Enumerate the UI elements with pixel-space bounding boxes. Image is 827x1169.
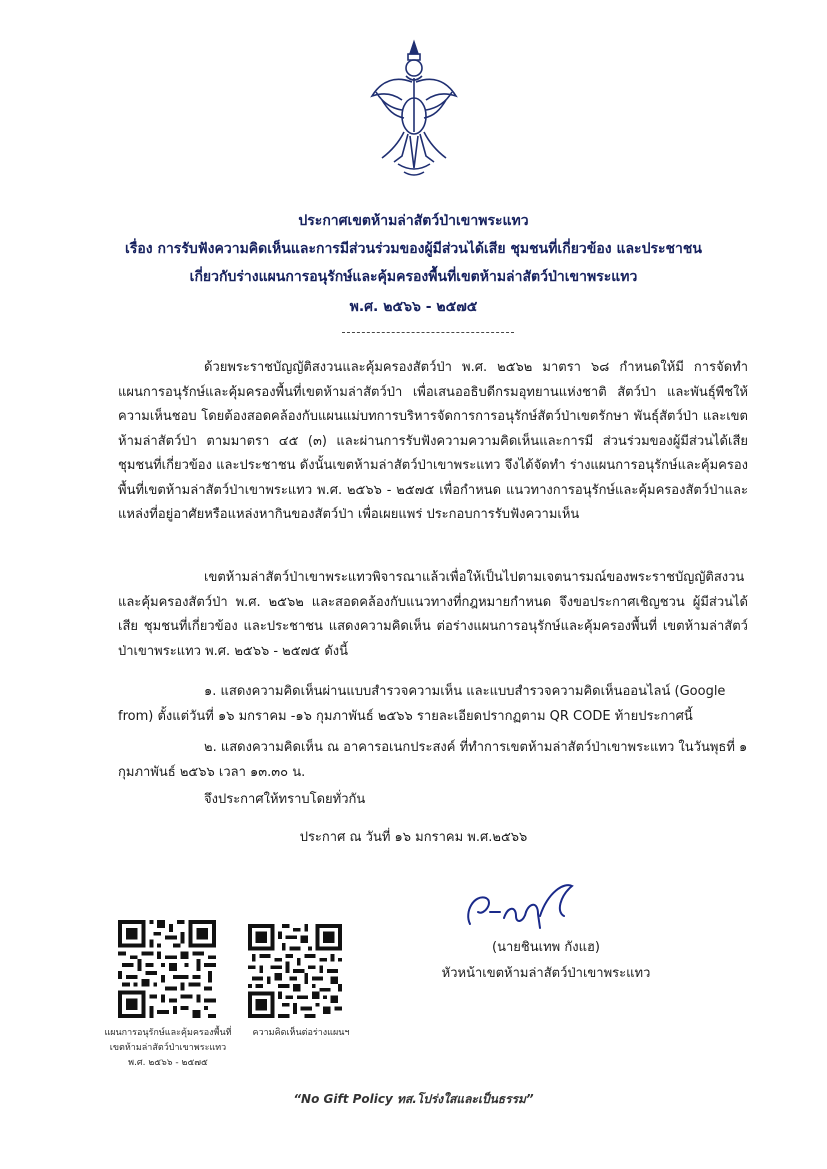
qr-caption-feedback: ความคิดเห็นต่อร่างแผนฯ — [252, 1028, 350, 1038]
signatory-name: (นายชินเทพ กังแฮ) — [492, 940, 600, 955]
body-paragraph-2: เขตห้ามล่าสัตว์ป่าเขาพระแทวพิจารณาแล้วเพื่อให้เป็นไปตามเจตนารมณ์ของพระราชบัญญัติสงวนและคุ้มครองสัตว์ป่า พ.ศ. ๒๕๖๒ และสอดคล้องกับแนวทางที่กฎหมายกำหนด จึงขอประกาศเชิญชวน ผู้มีส่วนได้เสีย ชุมชนที่เกี่ยวข้อง และประชาชน แสดงความคิดเห็น ต่อร่างแผนการอนุรักษ์และคุ้มครองพื้นที่ เขตห้ามล่าสัตว์ป่าเขาพระแทว พ.ศ. ๒๕๖๖ - ๒๕๗๕ ดังนี้ — [118, 570, 748, 659]
announcement-title: ประกาศเขตห้ามล่าสัตว์ป่าเขาพระแทว — [298, 213, 529, 229]
footer-slogan: “No Gift Policy ทส.โปร่งใสและเป็นธรรม” — [293, 1092, 534, 1106]
list-item-2: ๒. แสดงความคิดเห็น ณ อาคารอเนกประสงค์ ที่ทำการเขตห้ามล่าสัตว์ป่าเขาพระแทว ในวันพุธที่ ๑ กุมภาพันธ์ ๒๕๖๖ เวลา ๑๓.๓๐ น. — [118, 740, 748, 780]
qr-caption-plan-line3: พ.ศ. ๒๕๖๖ - ๒๕๗๕ — [128, 1058, 208, 1068]
body-paragraph-1: ด้วยพระราชบัญญัติสงวนและคุ้มครองสัตว์ป่า พ.ศ. ๒๕๖๒ มาตรา ๖๘ กำหนดให้มี การจัดทำแผนการอนุรักษ์และคุ้มครองพื้นที่เขตห้ามล่าสัตว์ป่า เพื่อเสนออธิบดีกรมอุทยานแห่งชาติ สัตว์ป่า และพันธุ์พืชให้ความเห็นชอบ โดยต้องสอดคล้องกับแผนแม่บทการบริหารจัดการการอนุรักษ์สัตว์ป่าเขตรักษา พันธุ์สัตว์ป่า และเขตห้ามล่าสัตว์ป่า ตามมาตรา ๔๕ (๓) และผ่านการรับฟังความความคิดเห็นและการมี ส่วนร่วมของผู้มีส่วนได้เสีย ชุมชนที่เกี่ยวข้อง และประชาชน ดังนั้นเขตห้ามล่าสัตว์ป่าเขาพระแทว จึงได้จัดทำ ร่างแผนการอนุรักษ์และคุ้มครองพื้นที่เขตห้ามล่าสัตว์ป่าเขาพระแทว พ.ศ. ๒๕๖๖ - ๒๕๗๕ เพื่อกำหนด แนวทางการอนุรักษ์และคุ้มครองสัตว์ป่าและแหล่งที่อยู่อาศัยหรือแหล่งหากินของสัตว์ป่า เพื่อเผยแพร่ ประกอบการรับฟังความเห็น — [118, 360, 748, 522]
qr-code-feedback[interactable] — [248, 924, 342, 1018]
announcement-date: ประกาศ ณ วันที่ ๑๖ มกราคม พ.ศ.๒๕๖๖ — [299, 830, 528, 845]
signature-icon — [460, 872, 580, 936]
announcement-subject-line2: เกี่ยวกับร่างแผนการอนุรักษ์และคุ้มครองพื้นที่เขตห้ามล่าสัตว์ป่าเขาพระแทว — [189, 269, 638, 285]
qr-caption-plan-line1: แผนการอนุรักษ์และคุ้มครองพื้นที่ — [104, 1028, 232, 1038]
list-item-1: ๑. แสดงความคิดเห็นผ่านแบบสำรวจความเห็น และแบบสำรวจความคิดเห็นออนไลน์ (Google from) ตั้งแต่วันที่ ๑๖ มกราคม -๑๖ กุมภาพันธ์ ๒๕๖๖ รายละเอียดปรากฏตาม QR CODE ท้ายประกาศนี้ — [118, 684, 726, 724]
announcement-year-range: พ.ศ. ๒๕๖๖ - ๒๕๗๕ — [349, 299, 478, 315]
garuda-emblem-icon — [368, 36, 460, 184]
divider — [342, 332, 514, 333]
signatory-position: หัวหน้าเขตห้ามล่าสัตว์ป่าเขาพระแทว — [441, 966, 651, 981]
announcement-subject: เรื่อง การรับฟังความคิดเห็นและการมีส่วนร่วมของผู้มีส่วนได้เสีย ชุมชนที่เกี่ยวข้อง และประชาชน — [125, 241, 702, 257]
qr-code-plan[interactable] — [118, 920, 216, 1018]
qr-caption-plan — [80, 1026, 256, 1071]
closing-statement: จึงประกาศให้ทราบโดยทั่วกัน — [204, 792, 366, 807]
qr-caption-plan-line2: เขตห้ามล่าสัตว์ป่าเขาพระแทว — [109, 1043, 227, 1053]
